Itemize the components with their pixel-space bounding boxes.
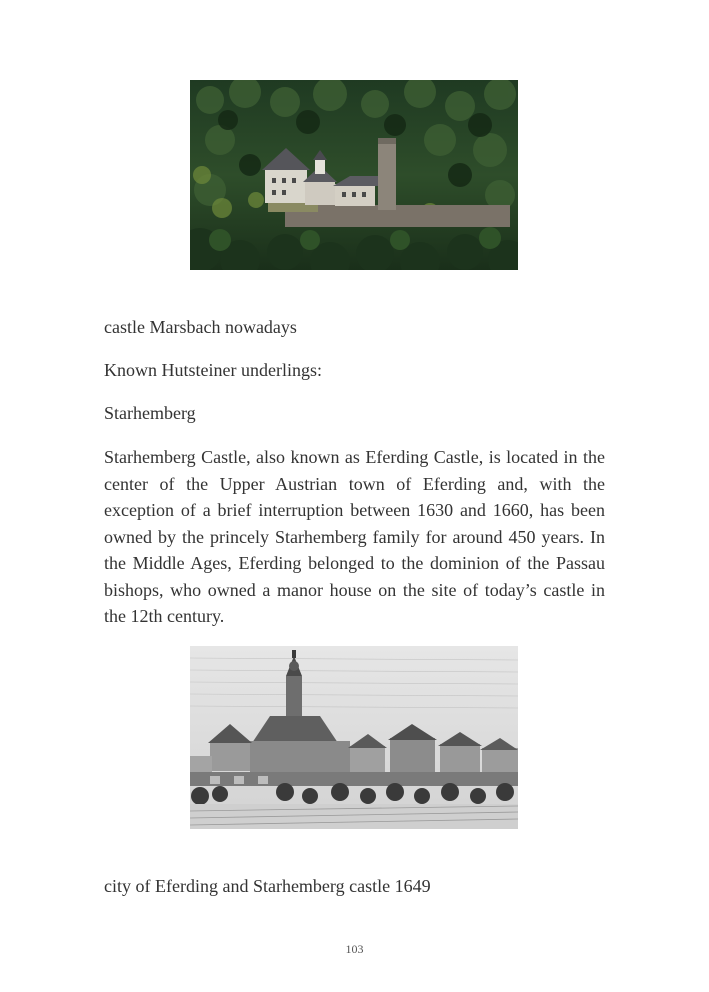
- eferding-engraving-caption: city of Eferding and Starhemberg castle 1649: [104, 876, 431, 896]
- starhemberg-heading: Starhemberg: [104, 403, 196, 423]
- eferding-engraving: [190, 646, 518, 829]
- castle-marsbach-caption: castle Marsbach nowadays: [104, 317, 297, 337]
- page-number: 103: [345, 942, 364, 956]
- eferding-engraving-illustration: [190, 646, 518, 829]
- underlings-heading: Known Hutsteiner underlings:: [104, 360, 322, 380]
- starhemberg-paragraph: Starhemberg Castle, also known as Eferding Castle, is located in the center of the Upper Austrian town of Eferding and, with the exception of a brief interruption between 1630 and 1660, has been owned by the princely Starhemberg family for around 450 years. In the Middle Ages, Eferding belonged to the dominion of the Passau bishops, who owned a manor house on the site of today’s castle in the 12th century.: [104, 447, 605, 626]
- castle-marsbach-illustration: [190, 80, 518, 270]
- castle-marsbach-photo: [190, 80, 518, 270]
